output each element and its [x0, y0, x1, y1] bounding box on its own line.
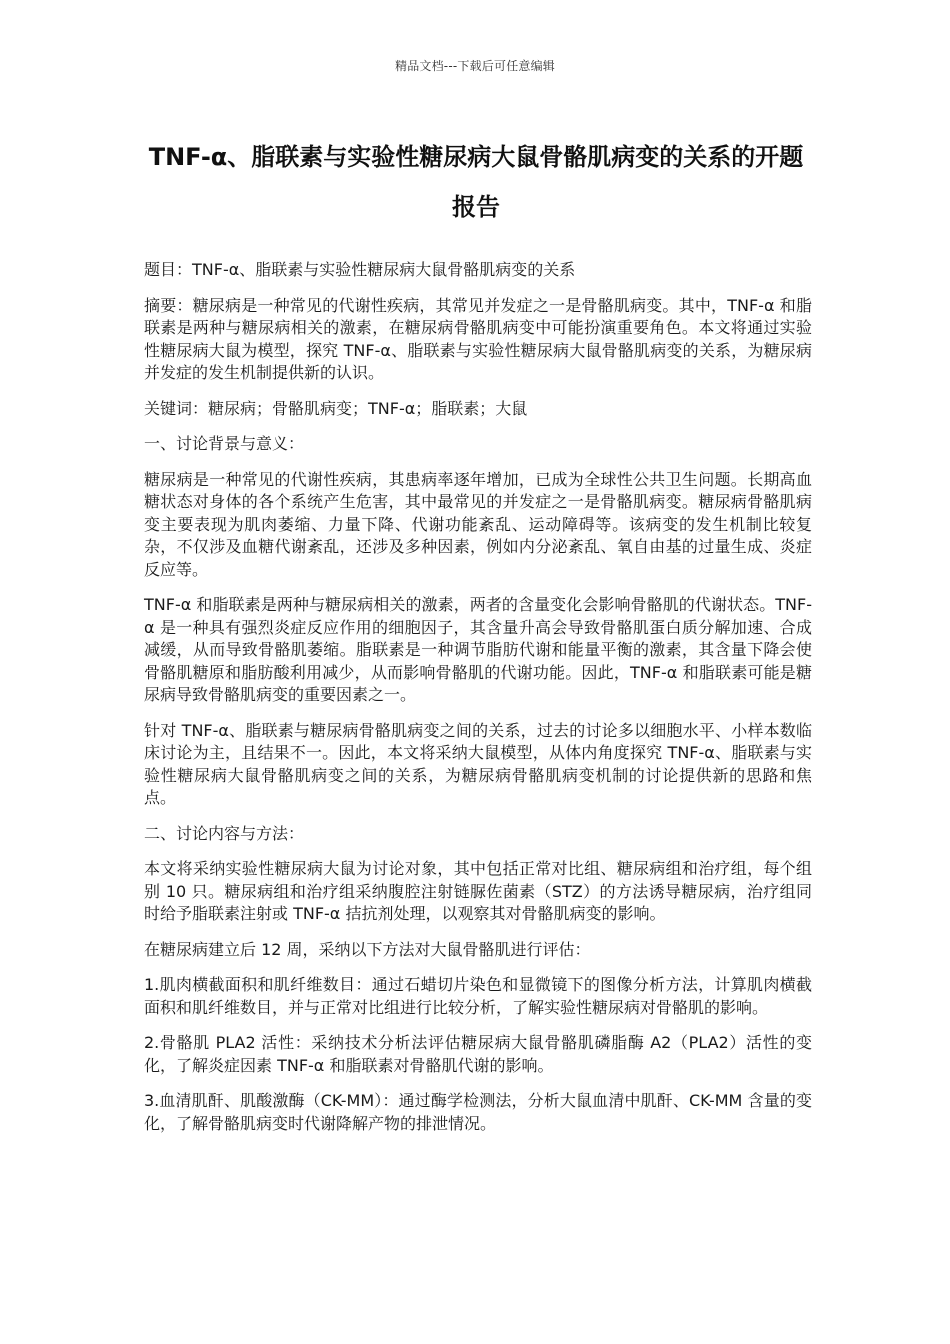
document-body [144, 259, 812, 1148]
abstract-paragraph: 摘要：糖尿病是一种常见的代谢性疾病，其常见并发症之一是骨骼肌病变。其中，TNF-α 和脂联素是两种与糖尿病相关的激素，在糖尿病骨骼肌病变中可能扮演重要角色。本文将通过实验性糖尿病大鼠为模型，探究 TNF-α、脂联素与实验性糖尿病大鼠骨骼肌病变的关系，为糖尿病并发症的发生机制提供新的认识。 [144, 295, 812, 382]
method-item-3: 3.血清肌酐、肌酸激酶（CK-MM）：通过酶学检测法，分析大鼠血清中肌酐、CK-MM 含量的变化，了解骨骼肌病变时代谢降解产物的排泄情况。 [144, 1091, 812, 1133]
methods-paragraph-2: 在糖尿病建立后 12 周，采纳以下方法对大鼠骨骼肌进行评估： [144, 939, 591, 959]
section-heading-methods: 二、讨论内容与方法： [144, 823, 305, 843]
method-item-2: 2.骨骼肌 PLA2 活性：采纳技术分析法评估糖尿病大鼠骨骼肌磷脂酶 A2（PLA2）活性的变化，了解炎症因素 TNF-α 和脂联素对骨骼肌代谢的影响。 [144, 1033, 812, 1075]
background-paragraph-1: 糖尿病是一种常见的代谢性疾病，其患病率逐年增加，已成为全球性公共卫生问题。长期高血糖状态对身体的各个系统产生危害，其中最常见的并发症之一是骨骼肌病变。糖尿病骨骼肌病变主要表现为肌肉萎缩、力量下降、代谢功能紊乱、运动障碍等。该病变的发生机制比较复杂，不仅涉及血糖代谢紊乱，还涉及多种因素，例如内分泌紊乱、氧自由基的过量生成、炎症反应等。 [144, 469, 812, 579]
topic-paragraph: 题目：TNF-α、脂联素与实验性糖尿病大鼠骨骼肌病变的关系 [144, 260, 576, 279]
method-item-1: 1.肌肉横截面积和肌纤维数目：通过石蜡切片染色和显微镜下的图像分析方法，计算肌肉横截面积和肌纤维数目，并与正常对比组进行比较分析，了解实验性糖尿病对骨骼肌的影响。 [144, 975, 812, 1017]
header-note: 精品文档---下载后可任意编辑 [395, 59, 555, 73]
document-title: TNF-α、脂联素与实验性糖尿病大鼠骨骼肌病变的关系的开题报告 [148, 143, 804, 221]
background-paragraph-2: TNF-α 和脂联素是两种与糖尿病相关的激素，两者的含量变化会影响骨骼肌的代谢状态。TNF-α 是一种具有强烈炎症反应作用的细胞因子，其含量升高会导致骨骼肌蛋白质分解加速、合成减缓，从而导致骨骼肌萎缩。脂联素是一种调节脂肪代谢和能量平衡的激素，其含量下降会使骨骼肌糖原和脂肪酸利用减少，从而影响骨骼肌的代谢功能。因此，TNF-α 和脂联素可能是糖尿病导致骨骼肌病变的重要因素之一。 [144, 595, 812, 704]
keywords-paragraph: 关键词：糖尿病；骨骼肌病变；TNF-α；脂联素；大鼠 [144, 398, 528, 418]
background-paragraph-3: 针对 TNF-α、脂联素与糖尿病骨骼肌病变之间的关系，过去的讨论多以细胞水平、小样本数临床讨论为主，且结果不一。因此，本文将采纳大鼠模型，从体内角度探究 TNF-α、脂联素与实验性糖尿病大鼠骨骼肌病变之间的关系，为糖尿病骨骼肌病变机制的讨论提供新的思路和焦点。 [144, 720, 812, 807]
methods-paragraph-1: 本文将采纳实验性糖尿病大鼠为讨论对象，其中包括正常对比组、糖尿病组和治疗组，每个组别 10 只。糖尿病组和治疗组采纳腹腔注射链脲佐菌素（STZ）的方法诱导糖尿病，治疗组同时给予脂联素注射或 TNF-α 拮抗剂处理，以观察其对骨骼肌病变的影响。 [144, 859, 812, 923]
section-heading-background: 一、讨论背景与意义： [144, 434, 305, 453]
